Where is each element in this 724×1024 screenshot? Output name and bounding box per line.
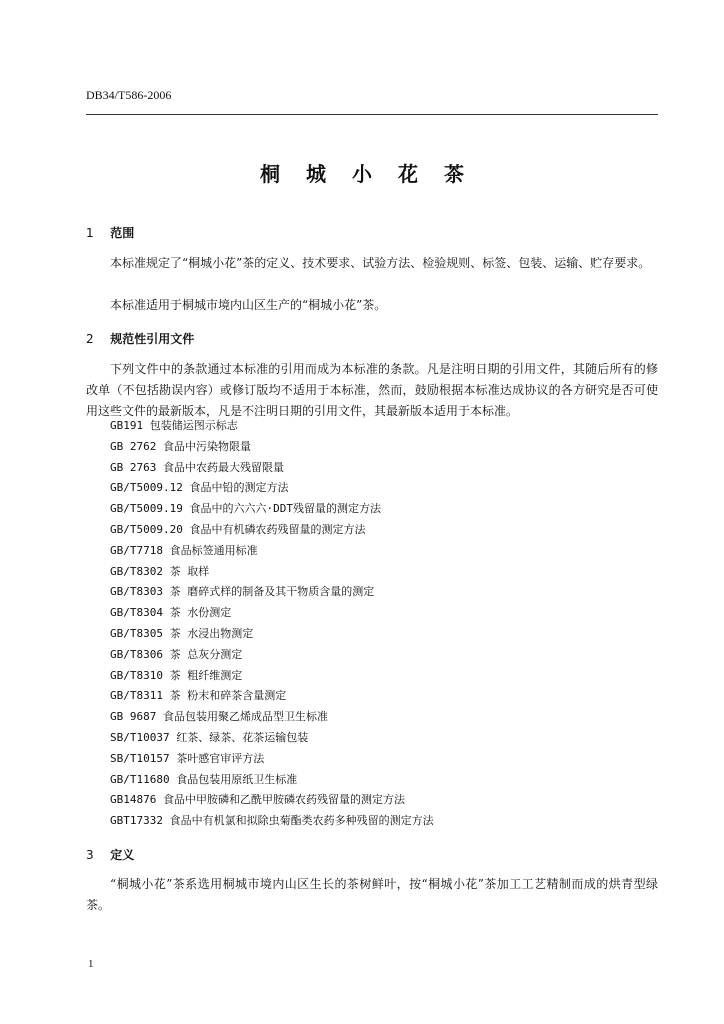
section-1-heading <box>86 224 134 241</box>
section-1-title: 范围 <box>110 226 135 240</box>
reference-item: GB/T7718 食品标签通用标准 <box>110 543 258 557</box>
section-3-paragraph-1: “桐城小花”茶系选用桐城市境内山区生长的茶树鲜叶，按“桐城小花”茶加工工艺精制而成的烘青型绿茶。 <box>86 877 658 912</box>
reference-item: GB/T8303 茶 磨碎式样的制备及其干物质含量的测定 <box>110 585 375 599</box>
reference-item: GB/T5009.12 食品中铅的测定方法 <box>110 481 289 495</box>
page-number: 1 <box>88 958 94 970</box>
reference-item: GB/T5009.20 食品中有机磷农药残留量的测定方法 <box>110 522 366 536</box>
reference-item: GB/T11680 食品包装用原纸卫生标准 <box>110 772 298 786</box>
reference-item: GB/T8310 茶 粗纤维测定 <box>110 668 243 682</box>
section-3-heading <box>86 846 134 863</box>
section-1-paragraph-1: 本标准规定了“桐城小花”茶的定义、技术要求、试验方法、检验规则、标签、包装、运输、贮存要求。 <box>110 256 651 270</box>
section-1-number: 1 <box>86 226 94 240</box>
reference-item: GBT17332 食品中有机氯和拟除虫菊酯类农药多种残留的测定方法 <box>110 814 434 828</box>
reference-item: GB/T8306 茶 总灰分测定 <box>110 647 243 661</box>
section-3-title: 定义 <box>110 848 135 862</box>
reference-item: GB 2762 食品中污染物限量 <box>110 439 251 453</box>
header-divider <box>86 114 658 115</box>
reference-item: GB/T8302 茶 取样 <box>110 564 210 578</box>
reference-item: GB/T8311 茶 粉末和碎茶含量测定 <box>110 689 287 703</box>
reference-item: SB/T10157 茶叶感官审评方法 <box>110 751 265 765</box>
section-3-number: 3 <box>86 848 94 862</box>
reference-item: GB/T5009.19 食品中的六六六·DDT残留量的测定方法 <box>110 502 381 516</box>
reference-item: GB/T8304 茶 水份测定 <box>110 606 232 620</box>
reference-item: GB/T8305 茶 水浸出物测定 <box>110 626 254 640</box>
reference-item: GB 9687 食品包装用聚乙烯成品型卫生标准 <box>110 710 328 724</box>
section-2-heading <box>86 330 194 347</box>
reference-item: GB14876 食品中甲胺磷和乙酰甲胺磷农药残留量的测定方法 <box>110 793 405 807</box>
section-1-paragraph-2: 本标准适用于桐城市境内山区生产的“桐城小花”茶。 <box>110 298 387 312</box>
reference-item: GB 2763 食品中农药最大残留限量 <box>110 460 284 474</box>
section-2-number: 2 <box>86 332 94 346</box>
section-2-title: 规范性引用文件 <box>110 332 195 346</box>
document-title: 桐城小花茶 <box>260 162 490 186</box>
reference-item: SB/T10037 红茶、绿茶、花茶运输包装 <box>110 730 309 744</box>
section-2-paragraph-1: 下列文件中的条款通过本标准的引用而成为本标准的条款。凡是注明日期的引用文件，其随后所有的修改单（不包括勘误内容）或修订版均不适用于本标准，然而，鼓励根据本标准达成协议的各方研究是否可使用这些文件的最新版本，凡是不注明日期的引用文件，其最新版本适用于本标准。 <box>86 362 658 418</box>
reference-item: GB191 包装储运图示标志 <box>110 419 238 432</box>
standard-code: DB34/T586-2006 <box>86 88 172 102</box>
reference-list <box>110 416 434 832</box>
